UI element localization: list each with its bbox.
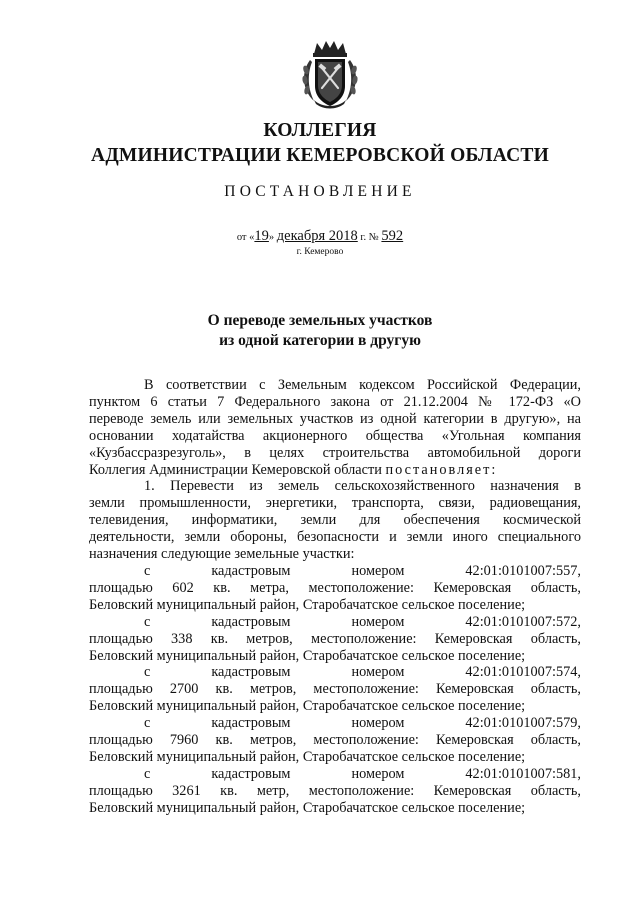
land-plot	[89, 664, 581, 715]
preamble-line: пунктом 6 статьи 7 Федерального закона от 21.12.2004 № 172-ФЗ «О	[89, 393, 581, 410]
plot-cadastral-line: с кадастровым номером 42:01:0101007:557,	[144, 562, 581, 579]
cadastral-number: 42:01:0101007:572,	[465, 613, 581, 630]
plot-district-line: Беловский муниципальный район, Старобачатское сельское поселение;	[89, 748, 526, 765]
org-line-1: КОЛЛЕГИЯ	[263, 120, 377, 141]
preamble-line: В соответствии с Земельным кодексом Российской Федерации,	[144, 377, 581, 393]
plot-cadastral-line: с кадастровым номером 42:01:0101007:581,	[144, 765, 581, 782]
plot-district-line: Беловский муниципальный район, Старобачатское сельское поселение;	[89, 698, 526, 715]
document-type: ПОСТАНОВЛЕНИЕ	[224, 183, 416, 200]
land-plot	[89, 715, 581, 766]
plot-cadastral-line: с кадастровым номером 42:01:0101007:572,	[144, 613, 581, 630]
plot-area-line: площадью 7960 кв. метров, местоположение: Кемеровская область,	[89, 732, 581, 749]
date-day: 19	[254, 228, 269, 244]
land-plot	[89, 614, 581, 665]
document-number: 592	[381, 228, 404, 244]
document-body	[89, 377, 581, 817]
preamble-line-start: Коллегия Администрации Кемеровской области	[89, 461, 386, 478]
resolve-word: постановляет:	[385, 461, 498, 478]
plot-area-line: площадью 338 кв. метров, местоположение: Кемеровская область,	[89, 630, 581, 647]
preamble-line: «Кузбассразрезуголь», в целях строительства автомобильной дороги	[89, 444, 581, 461]
cadastral-number: 42:01:0101007:581,	[465, 765, 581, 782]
plot-area-line: площадью 3261 кв. метр, местоположение: Кемеровская область,	[89, 782, 581, 799]
cadastral-number: 42:01:0101007:557,	[465, 562, 581, 579]
item-1-line: 1. Перевести из земель сельскохозяйственного назначения в	[144, 478, 581, 495]
date-line	[0, 228, 640, 245]
preamble-line: переводе земель или земельных участков из одной категории в другую», на	[89, 410, 581, 427]
preamble-line	[89, 462, 581, 479]
plot-district-line: Беловский муниципальный район, Старобачатское сельское поселение;	[89, 647, 526, 664]
city: г. Кемерово	[296, 247, 344, 257]
land-plot	[89, 766, 581, 817]
date-prefix: от «	[236, 232, 255, 243]
land-plot	[89, 563, 581, 614]
cadastral-number: 42:01:0101007:574,	[465, 664, 581, 681]
plot-area-line: площадью 2700 кв. метров, местоположение: Кемеровская область,	[89, 681, 581, 698]
document-title-line-2: из одной категории в другую	[219, 332, 421, 349]
plot-area-line: площадью 602 кв. метра, местоположение: Кемеровская область,	[89, 579, 581, 596]
date-month-year: декабря 2018	[276, 228, 358, 244]
item-1-line: деятельности, земли обороны, безопасности и земли иного специального	[89, 529, 581, 546]
date-suffix: г.	[360, 232, 367, 243]
item-1-line: земли промышленности, энергетики, транспорта, связи, радиовещания,	[89, 495, 581, 512]
preamble-line: основании ходатайства акционерного общества «Угольная компания	[89, 427, 581, 444]
org-line-2: АДМИНИСТРАЦИИ КЕМЕРОВСКОЙ ОБЛАСТИ	[91, 145, 549, 166]
document-title-line-1: О переводе земельных участков	[207, 312, 433, 329]
item-1-line: назначения следующие земельные участки:	[89, 546, 355, 563]
plot-district-line: Беловский муниципальный район, Старобачатское сельское поселение;	[89, 596, 526, 613]
plot-cadastral-line: с кадастровым номером 42:01:0101007:574,	[144, 664, 581, 681]
plot-district-line: Беловский муниципальный район, Старобачатское сельское поселение;	[89, 799, 526, 816]
item-1-line: телевидения, информатики, земли для обеспечения космической	[89, 512, 581, 529]
number-prefix: №	[368, 232, 379, 243]
cadastral-number: 42:01:0101007:579,	[465, 715, 581, 732]
date-mid: »	[268, 232, 275, 243]
coat-of-arms-icon	[300, 38, 360, 110]
plot-cadastral-line: с кадастровым номером 42:01:0101007:579,	[144, 715, 581, 732]
